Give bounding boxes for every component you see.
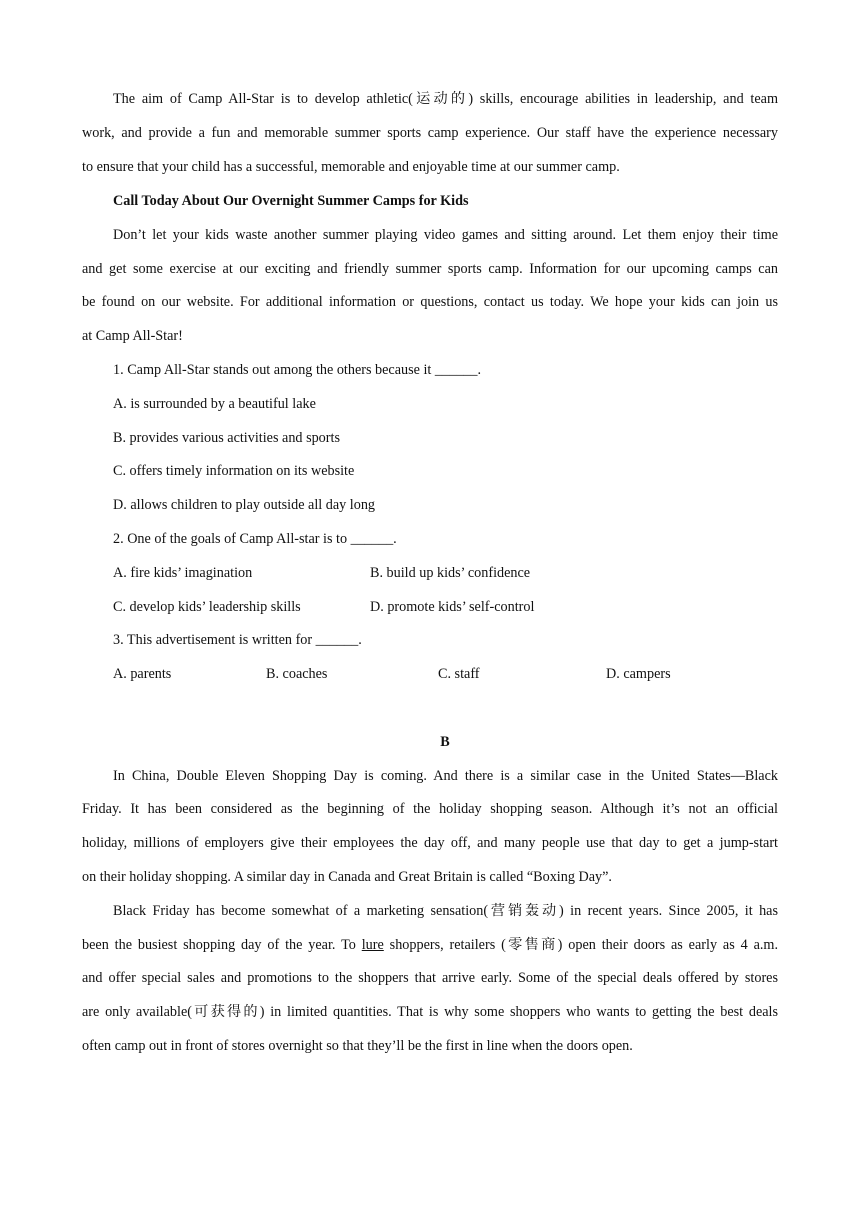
passage-b-p1-line4: on their holiday shopping. A similar day in Canada and Great Britain is called “Boxing Day”. [82, 869, 612, 885]
passage-a-p1-line3: to ensure that your child has a successful, memorable and enjoyable time at our summer camp. [82, 159, 620, 175]
passage-b-p2-line2-before: been the busiest shopping day of the year. To [82, 937, 362, 953]
passage-b-p2-line3: and offer special sales and promotions to the shoppers that arrive early. Some of the special deals offered by stores [82, 970, 778, 986]
question-2-option-a: A. fire kids’ imagination [113, 565, 253, 581]
passage-a-p2-line4: at Camp All-Star! [82, 328, 183, 344]
question-1-option-c: C. offers timely information on its website [113, 463, 355, 479]
question-1-option-d: D. allows children to play outside all day long [113, 497, 376, 513]
passage-a-p2-line3: be found on our website. For additional information or questions, contact us today. We hope your kids can join us [82, 294, 778, 310]
passage-a-p2-line1: Don’t let your kids waste another summer playing video games and sitting around. Let them enjoy their time [113, 227, 778, 243]
section-heading: Call Today About Our Overnight Summer Camps for Kids [113, 193, 469, 209]
question-3-option-b: B. coaches [266, 666, 328, 682]
passage-b-p2-line2 [82, 935, 778, 955]
question-1-option-a: A. is surrounded by a beautiful lake [113, 396, 316, 412]
underlined-word-lure: lure [361, 937, 384, 953]
question-2-option-d: D. promote kids’ self-control [370, 599, 535, 615]
question-2-option-b: B. build up kids’ confidence [370, 565, 531, 581]
question-3-option-d: D. campers [606, 666, 671, 682]
passage-b-p2-line1: Black Friday has become somewhat of a marketing sensation(营销轰动) in recent years. Since 2005, it has [113, 903, 778, 919]
question-2-option-c: C. develop kids’ leadership skills [113, 599, 301, 615]
question-1-stem: 1. Camp All-Star stands out among the others because it ______. [113, 362, 482, 378]
passage-b-p1-line1: In China, Double Eleven Shopping Day is coming. And there is a similar case in the United States—Black [113, 768, 778, 784]
passage-b-p2-line2-after: shoppers, retailers (零售商) open their doors as early as 4 a.m. [383, 937, 778, 953]
passage-b-p2-line4: are only available(可获得的) in limited quantities. That is why some shoppers who wants to getting the best deals [82, 1004, 778, 1020]
passage-a-p1-line2: work, and provide a fun and memorable summer sports camp experience. Our staff have the experience necessary [82, 125, 778, 141]
question-3-option-c: C. staff [438, 666, 480, 682]
passage-a-p1-line1: The aim of Camp All-Star is to develop athletic(运动的) skills, encourage abilities in leadership, and team [113, 91, 778, 107]
question-1-option-b: B. provides various activities and sports [113, 430, 340, 446]
question-2-stem: 2. One of the goals of Camp All-star is to ______. [113, 531, 397, 547]
passage-b-p2-line5: often camp out in front of stores overnight so that they’ll be the first in line when the doors open. [82, 1038, 633, 1054]
question-3-stem: 3. This advertisement is written for ______. [113, 632, 362, 648]
passage-b-p1-line2: Friday. It has been considered as the beginning of the holiday shopping season. Although it’s not an official [82, 801, 778, 817]
question-3-option-a: A. parents [113, 666, 172, 682]
passage-a-p2-line2: and get some exercise at our exciting and friendly summer sports camp. Information for our upcoming camps can [82, 261, 778, 277]
passage-b-p1-line3: holiday, millions of employers give their employees the day off, and many people use that day to get a jump-start [82, 835, 778, 851]
section-b-label: B [440, 734, 450, 750]
